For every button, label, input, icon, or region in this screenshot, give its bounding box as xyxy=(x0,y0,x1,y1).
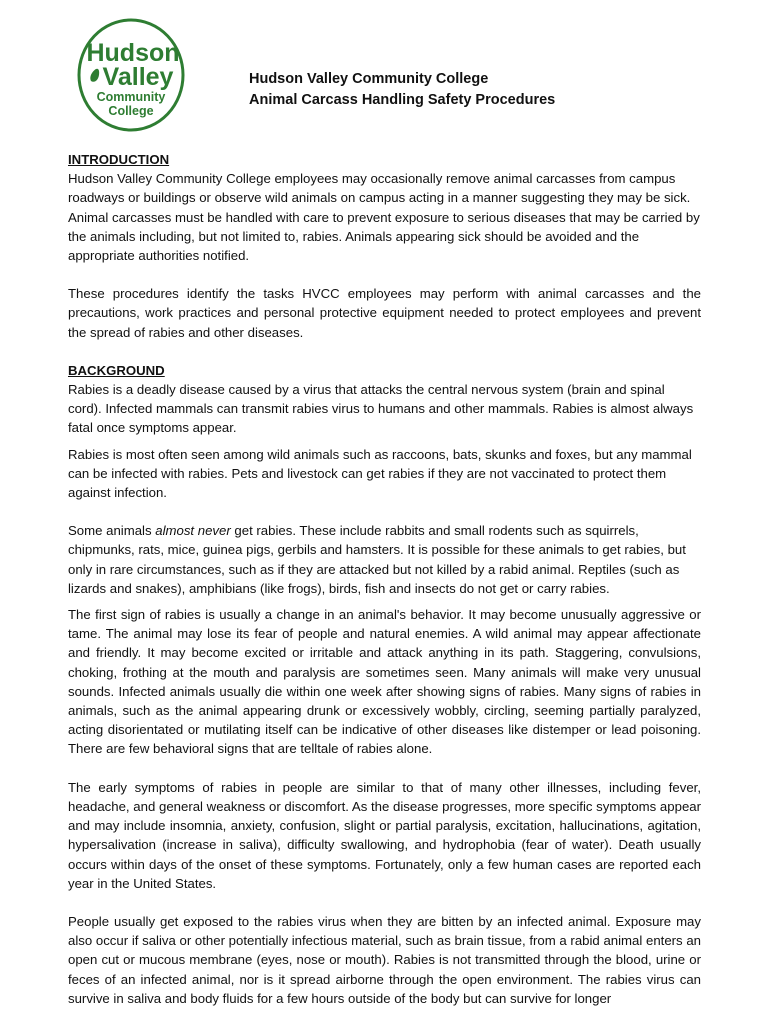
p3-after: get rabies. These include rabbits and small rodents such as squirrels, chipmunks, rats, mice, guinea pigs, gerbils and hamsters. It is possible for these animals to get rabies, but only in rare circumstances, such as if they are attacked but not killed by a rabid animal. Reptiles (such as lizards and snakes), amphibians (like frogs), birds, fish and insects do not get or carry rabies. xyxy=(68,523,686,596)
background-paragraph-6: People usually get exposed to the rabies virus when they are bitten by an infected animal. Exposure may also occur if saliva or other potentially infectious material, such as brain tissue, from a rabid animal enters an open cut or mucous membrane (eyes, nose or mouth). Rabies is not transmitted through the blood, urine or feces of an infected animal, nor is it spread airborne through the open environment. The rabies virus can survive in saliva and body fluids for a few hours outside of the body but can survive for longer xyxy=(68,913,701,1006)
introduction-paragraph-2: These procedures identify the tasks HVCC employees may perform with animal carcasses and the precautions, work practices and personal protective equipment needed to protect employees and prevent the spread of rabies and other diseases. xyxy=(68,286,701,340)
logo-line4: College xyxy=(108,104,154,118)
background-heading: BACKGROUND xyxy=(68,362,165,378)
background-paragraph-1: Rabies is a deadly disease caused by a virus that attacks the central nervous system (brain and spinal cord). Infected mammals can transmit rabies virus to humans and other mammals. Rabies is almost always fatal once symptoms appear. xyxy=(68,382,694,436)
background-paragraph-2: Rabies is most often seen among wild animals such as raccoons, bats, skunks and foxes, but any mammal can be infected with rabies. Pets and livestock can get rabies if they are not vaccinated to protect them against infection. xyxy=(68,446,692,501)
background-paragraph-4: The first sign of rabies is usually a change in an animal's behavior. It may become unusually aggressive or tame. The animal may lose its fear of people and natural enemies. A wild animal may appear affectionate and friendly. It may become excited or irritable and attack anything in its path. Staggering, convulsions, choking, frothing at the mouth and paralysis are sometimes seen. Many animals will make very unusual sounds. Infected animals usually die within one week after showing signs of rabies. Many signs of rabies in animals, such as the animal appearing drunk or excessively wobbly, circling, seeming partially paralyzed, acting disorientated or mutilating itself can be indicative of other diseases like distemper or lead poisoning. There are few behavioral signs that are telltale of rabies alone. xyxy=(68,607,701,757)
leaf-icon xyxy=(90,69,99,82)
background-paragraph-3 xyxy=(68,521,701,598)
title-procedures: Animal Carcass Handling Safety Procedures xyxy=(249,92,556,108)
p3-before: Some animals xyxy=(68,523,156,539)
college-logo xyxy=(76,17,186,133)
logo-line2: Valley xyxy=(102,63,174,91)
logo-line3: Community xyxy=(96,90,166,104)
logo-emblem xyxy=(76,17,186,133)
logo-line1: Hudson xyxy=(86,39,180,67)
title-college: Hudson Valley Community College xyxy=(249,71,489,87)
document-body xyxy=(68,150,701,1008)
document-title xyxy=(249,69,555,111)
p3-emphasis: almost never xyxy=(155,523,231,539)
introduction-paragraph-1: Hudson Valley Community College employees may occasionally remove animal carcasses from campus roadways or buildings or observe wild animals on campus acting in a manner suggesting they may be sick. Animal carcasses must be handled with care to prevent exposure to serious diseases that may be carried by the animals including, but not limited to, rabies. Animals appearing sick should be avoided and the appropriate authorities notified. xyxy=(68,171,700,264)
introduction-heading: INTRODUCTION xyxy=(68,152,170,167)
background-paragraph-5: The early symptoms of rabies in people are similar to that of many other illnesses, including fever, headache, and general weakness or discomfort. As the disease progresses, more specific symptoms appear and may include insomnia, anxiety, confusion, slight or partial paralysis, excitation, hallucinations, agitation, hypersalivation (increase in saliva), difficulty swallowing, and hydrophobia (fear of water). Death usually occurs within days of the onset of these symptoms. Fortunately, only a few human cases are reported each year in the United States. xyxy=(68,779,701,891)
